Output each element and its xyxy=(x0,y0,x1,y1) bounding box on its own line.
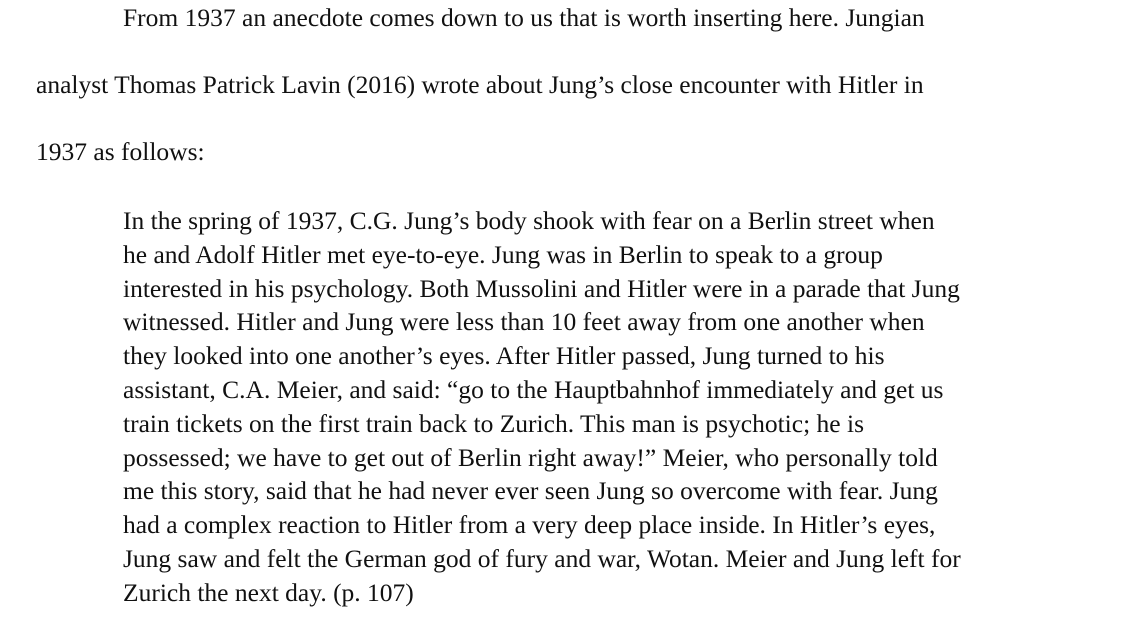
quote-line: possessed; we have to get out of Berlin right away!” Meier, who personally told xyxy=(123,442,938,472)
quote-line: Jung saw and felt the German god of fury and war, Wotan. Meier and Jung left for xyxy=(123,543,961,573)
quote-line: train tickets on the first train back to Zurich. This man is psychotic; he is xyxy=(123,408,864,438)
quote-line: me this story, said that he had never ever seen Jung so overcome with fear. Jung xyxy=(123,476,938,506)
quote-line: interested in his psychology. Both Mussolini and Hitler were in a parade that Jung xyxy=(123,273,960,303)
intro-line: From 1937 an anecdote comes down to us that is worth inserting here. Jungian xyxy=(123,3,925,32)
quote-line: Zurich the next day. (p. 107) xyxy=(123,577,414,607)
block-quote xyxy=(123,204,1113,610)
quote-line: had a complex reaction to Hitler from a very deep place inside. In Hitler’s eyes, xyxy=(123,510,936,540)
quote-line: witnessed. Hitler and Jung were less than 10 feet away from one another when xyxy=(123,307,925,337)
quote-line: assistant, C.A. Meier, and said: “go to the Hauptbahnhof immediately and get us xyxy=(123,374,944,404)
intro-line: 1937 as follows: xyxy=(36,137,205,166)
quote-line: he and Adolf Hitler met eye-to-eye. Jung was in Berlin to speak to a group xyxy=(123,239,883,269)
intro-line: analyst Thomas Patrick Lavin (2016) wrote about Jung’s close encounter with Hitler in xyxy=(36,70,924,99)
quote-line: they looked into one another’s eyes. After Hitler passed, Jung turned to his xyxy=(123,341,885,371)
quote-line: In the spring of 1937, C.G. Jung’s body shook with fear on a Berlin street when xyxy=(123,206,935,235)
